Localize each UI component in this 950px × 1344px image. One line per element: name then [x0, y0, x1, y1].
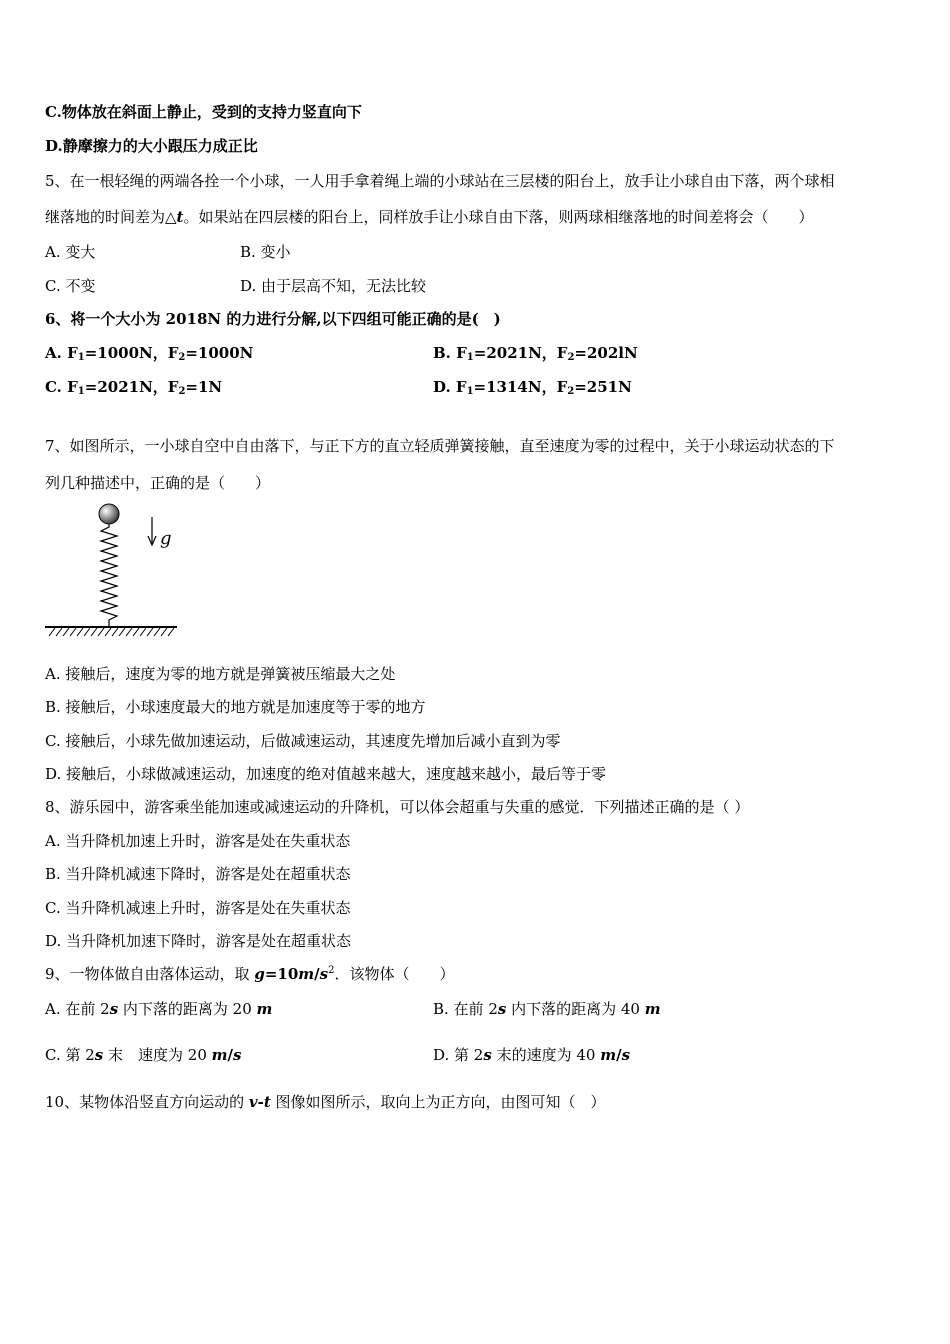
ground-hatch — [49, 628, 174, 636]
question-7-option-a: A. 接触后，速度为零的地方就是弹簧被压缩最大之处 — [45, 665, 396, 683]
question-9-stem: 9、一物体做自由落体运动，取 $g=10m/s^2$．该物体（ ） — [45, 965, 455, 983]
question-7-line-1: 7、如图所示，一小球自空中自由落下，与正下方的直立轻质弹簧接触，直至速度为零的过程中，关于小球运动状态的下 — [45, 437, 835, 455]
question-7-line-2: 列几种描述中，正确的是（ ） — [45, 474, 271, 492]
question-8-option-d: D. 当升降机加速下降时，游客是处在超重状态 — [45, 932, 352, 950]
question-8-option-c: C. 当升降机减速上升时，游客是处在失重状态 — [45, 899, 351, 917]
question-5-option-c: C. 不变 — [45, 277, 96, 295]
ball — [99, 504, 119, 524]
question-10-stem: 10、某物体沿竖直方向运动的 v-t 图像如图所示，取向上为正方向，由图可知（ ） — [45, 1093, 606, 1111]
question-6-option-d: D. $F_1=1314N$，$F_2=251N$ — [433, 378, 632, 397]
question-5-option-b: B. 变小 — [240, 243, 291, 261]
spring-ball-figure — [42, 500, 182, 640]
question-6-option-b: B. $F_1=2021N$，$F_2=202lN$ — [433, 344, 638, 363]
spring — [101, 524, 117, 626]
question-5-option-a: A. 变大 — [45, 243, 96, 261]
line-c-option: C.物体放在斜面上静止，受到的支持力竖直向下 — [45, 103, 362, 121]
question-7-option-d: D. 接触后，小球做减速运动，加速度的绝对值越来越大，速度越来越小，最后等于零 — [45, 765, 607, 783]
question-6-option-a: A. $F_1=1000N$，$F_2=1000N$ — [45, 344, 254, 363]
question-5-line-2: 继落地的时间差为△t。如果站在四层楼的阳台上，同样放手让小球自由下落，则两球相继落地的时间差将会（ ） — [45, 208, 814, 226]
question-9-option-b: B. 在前 2s 内下落的距离为 40 m — [433, 1000, 661, 1018]
question-9-option-c: C. 第 2s 末 速度为 20 m/s — [45, 1046, 242, 1064]
line-d-option: D.静摩擦力的大小跟压力成正比 — [45, 137, 258, 155]
question-6-stem: 6、将一个大小为 2018N 的力进行分解,以下四组可能正确的是( ) — [45, 310, 501, 328]
gravity-label: g — [160, 528, 172, 549]
question-9-option-a: A. 在前 2s 内下落的距离为 20 m — [45, 1000, 273, 1018]
question-8-option-a: A. 当升降机加速上升时，游客是处在失重状态 — [45, 832, 351, 850]
question-6-option-c: C. $F_1=2021N$，$F_2=1N$ — [45, 378, 223, 397]
question-7-option-c: C. 接触后，小球先做加速运动，后做减速运动，其速度先增加后减小直到为零 — [45, 732, 561, 750]
question-8-option-b: B. 当升降机减速下降时，游客是处在超重状态 — [45, 865, 351, 883]
question-9-option-d: D. 第 2s 末的速度为 40 m/s — [433, 1046, 631, 1064]
question-7-option-b: B. 接触后，小球速度最大的地方就是加速度等于零的地方 — [45, 698, 426, 716]
question-5-option-d: D. 由于层高不知，无法比较 — [240, 277, 427, 295]
question-5-line-1: 5、在一根轻绳的两端各拴一个小球，一人用手拿着绳上端的小球站在三层楼的阳台上，放手让小球自由下落，两个球相 — [45, 172, 835, 190]
question-8-stem: 8、游乐园中，游客乘坐能加速或减速运动的升降机，可以体会超重与失重的感觉．下列描述正确的是（ ） — [45, 798, 750, 816]
